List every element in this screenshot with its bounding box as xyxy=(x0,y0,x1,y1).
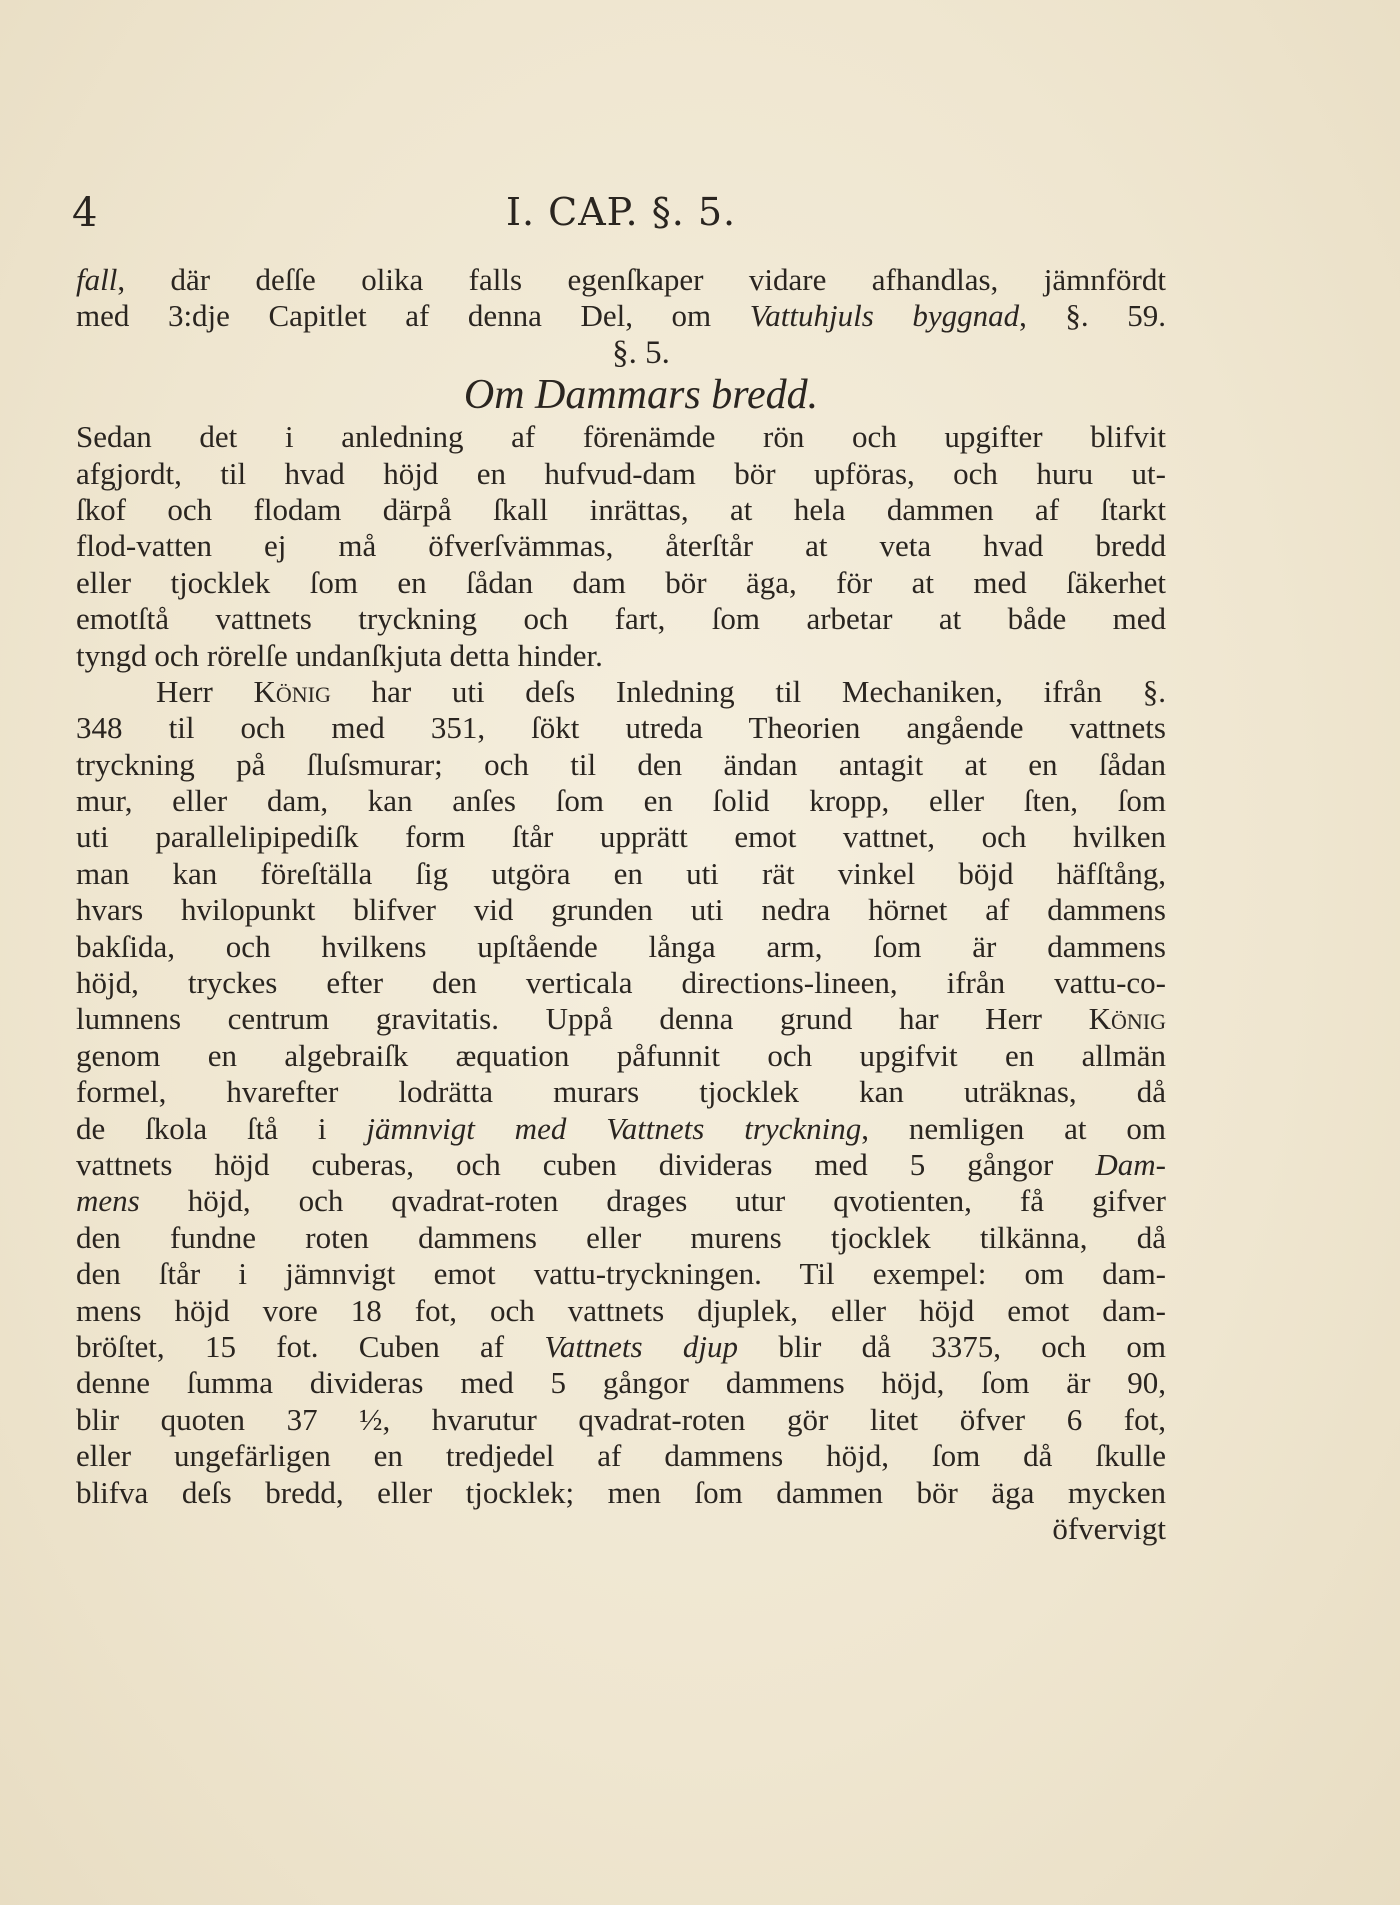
text-line: genom en algebraiſk æquation påfunnit och upgifvit en allmän xyxy=(76,1037,1166,1073)
page-number: 4 xyxy=(72,190,98,236)
text-line: Sedan det i anledning af förenämde rön och upgifter blifvit xyxy=(76,419,1166,455)
text-line: eller tjocklek ſom en ſådan dam bör äga, för at med ſäkerhet xyxy=(76,564,1166,600)
text-line: eller ungefärligen en tredjedel af dammens höjd, ſom då ſkulle xyxy=(76,1438,1166,1474)
text-line: denne ſumma divideras med 5 gångor dammens höjd, ſom är 90, xyxy=(76,1365,1166,1401)
section-title: Om Dammars bredd. xyxy=(463,372,819,419)
text-line: formel, hvarefter lodrätta murars tjocklek kan uträknas, då xyxy=(76,1074,1166,1110)
text-line: 348 til och med 351, ſökt utreda Theorien angående vattnets xyxy=(76,710,1166,746)
text-line: mens höjd, och qvadrat-roten drages utur qvotienten, få gifver xyxy=(76,1183,1166,1219)
text-line: tryckning på ſluſsmurar; och til den ändan antagit at en ſådan xyxy=(76,746,1166,782)
text-line: den ſtår i jämnvigt emot vattu-tryckningen. Til exempel: om dam- xyxy=(76,1256,1166,1292)
section-mark: §. 5. xyxy=(612,334,670,371)
text-line: mur, eller dam, kan anſes ſom en ſolid kropp, eller ſten, ſom xyxy=(76,783,1166,819)
text-line: blifva deſs bredd, eller tjocklek; men ſom dammen bör äga mycken xyxy=(76,1474,1166,1510)
catchword: öfvervigt xyxy=(1052,1510,1166,1546)
text-line: Herr König har uti deſs Inledning til Mechaniken, ifrån §. xyxy=(156,673,1166,709)
text-line: de ſkola ſtå i jämnvigt med Vattnets tryckning, nemligen at om xyxy=(76,1110,1166,1146)
body-text xyxy=(76,262,1166,1547)
text-line: man kan föreſtälla ſig utgöra en uti rät vinkel böjd häfſtång, xyxy=(76,855,1166,891)
text-line: lumnens centrum gravitatis. Uppå denna grund har Herr König xyxy=(76,1001,1166,1037)
text-line: den fundne roten dammens eller murens tjocklek tilkänna, då xyxy=(76,1219,1166,1255)
text-line: bröſtet, 15 fot. Cuben af Vattnets djup blir då 3375, och om xyxy=(76,1328,1166,1364)
text-line: med 3:dje Capitlet af denna Del, om Vattuhjuls byggnad, §. 59. xyxy=(76,298,1167,334)
text-line: ſkof och flodam därpå ſkall inrättas, at hela dammen af ſtarkt xyxy=(76,491,1166,527)
text-line: hvars hvilopunkt blifver vid grunden uti nedra hörnet af dammens xyxy=(76,892,1166,928)
text-line: fall, där deſſe olika falls egenſkaper vidare afhandlas, jämnfördt xyxy=(76,262,1166,297)
text-line: höjd, tryckes efter den verticala directions-lineen, ifrån vattu-co- xyxy=(76,965,1166,1001)
text-line: mens höjd vore 18 fot, och vattnets djuplek, eller höjd emot dam- xyxy=(76,1292,1166,1328)
text-line: flod-vatten ej må öfverſvämmas, återſtår at veta hvad bredd xyxy=(76,528,1166,564)
running-head xyxy=(0,190,1400,250)
text-line: emotſtå vattnets tryckning och fart, ſom arbetar at både med xyxy=(76,601,1166,637)
chapter-reference: I. CAP. §. 5. xyxy=(506,190,737,234)
text-line: afgjordt, til hvad höjd en hufvud-dam bör upföras, och huru ut- xyxy=(76,455,1166,491)
text-line: bakſida, och hvilkens upſtående långa arm, ſom är dammens xyxy=(76,928,1166,964)
text-line: blir quoten 37 ½, hvarutur qvadrat-roten gör litet öfver 6 fot, xyxy=(76,1401,1166,1437)
text-line: vattnets höjd cuberas, och cuben divideras med 5 gångor Dam- xyxy=(76,1146,1166,1182)
text-line: uti parallelipipediſk form ſtår upprätt emot vattnet, och hvilken xyxy=(76,819,1166,855)
text-line: tyngd och rörelſe undanſkjuta detta hinder. xyxy=(76,637,603,673)
